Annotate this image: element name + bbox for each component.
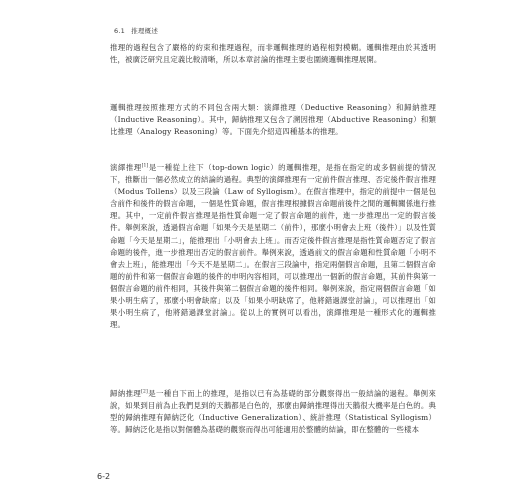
paragraph-text: 是一種自下而上的推理，是指以已有為基礎的部分觀察得出一般結論的過程。舉例來說，如果到目前為止我們見到的天鵝都是白色的，那麼由歸納推理得出天鵝很大機率是白色的。典型的歸納推理有歸納泛化（Inductive Generalization）、統計推理（Statistical Syllogism）等。歸納泛化是指以對個體為基礎的觀察而得出可能適用於整體的結論，即在整體的一些樣本 — [110, 389, 436, 435]
paragraph-text: 推理的過程包含了嚴格的約束和推理過程，而非邏輯推理的過程相對模糊。邏輯推理由於其透明性，被廣泛研究且定義比較清晰，所以本章討論的推理主要也圍繞邏輯推理展開。 — [110, 43, 436, 65]
paragraph-categories — [110, 102, 436, 138]
section-number: 6.1 — [114, 27, 125, 35]
citation-ref: [1] — [141, 163, 149, 169]
page-number: 6-2 — [97, 472, 111, 481]
paragraph-text: 是一種從上往下（top-down logic）的邏輯推理，是指在指定的或多個前提的情況下，推斷出一個必然成立的結論的過程。典型的演繹推理有一定前件假言推理、否定後件假言推理（Modus Tollens）以及三段論（Law of Syllogism）。在假言推理中，指定的前提中一個是包含前件和後件的假言命題，一個是性質命題，假言推理根據假言命題前後件之間的邏輯關係進行推理。其中，一定前件假言推理是指性質命題一定了假言命題的前件，進一步推理出一定的假言後件。舉例來說，透過假言命題「如果今天是星期二（前件），那麼小明會去上班（後件）」以及性質命題「今天是星期二」，能推理出「小明會去上班」。而否定後件假言推理是指性質命題否定了假言命題的後件，進一步推理出否定的假言前件。舉例來說，透過前文的假言命題和性質命題「小明不會去上班」，能推理出「今天不是星期二」。在假言三段論中，指定兩個假言命題，且第二個假言命題的前件和第一個假言命題的後件的申明內容相同，可以推理出一個新的假言命題，其前件與第一個假言命題的前件相同，其後件與第二個假言命題的後件相同。舉例來說，指定兩個假言命題「如果小明生病了，那麼小明會缺席」以及「如果小明缺席了，他將錯過課堂討論」，可以推理出「如果小明生病了，他將錯過課堂討論」。從以上的實例可以看出，演繹推理是一種形式化的邏輯推理。 — [110, 163, 436, 330]
paragraph-text: 邏輯推理按照推理方式的不同包含兩大類：演繹推理（Deductive Reasoning）和歸納推理（Inductive Reasoning）。其中，歸納推理又包含了溯因推理（Abductive Reasoning）和類比推理（Analogy Reasoning）等。下面先介紹這四種基本的推理。 — [110, 103, 436, 137]
paragraph-deductive — [110, 162, 436, 331]
paragraph-lead-term: 演繹推理 — [110, 163, 142, 172]
citation-ref: [2] — [141, 389, 148, 395]
section-title: 推理概述 — [131, 27, 159, 35]
running-header — [114, 26, 158, 35]
paragraph-intro — [110, 42, 436, 66]
paragraph-inductive — [110, 388, 436, 436]
paragraph-lead-term: 歸納推理 — [110, 389, 142, 398]
